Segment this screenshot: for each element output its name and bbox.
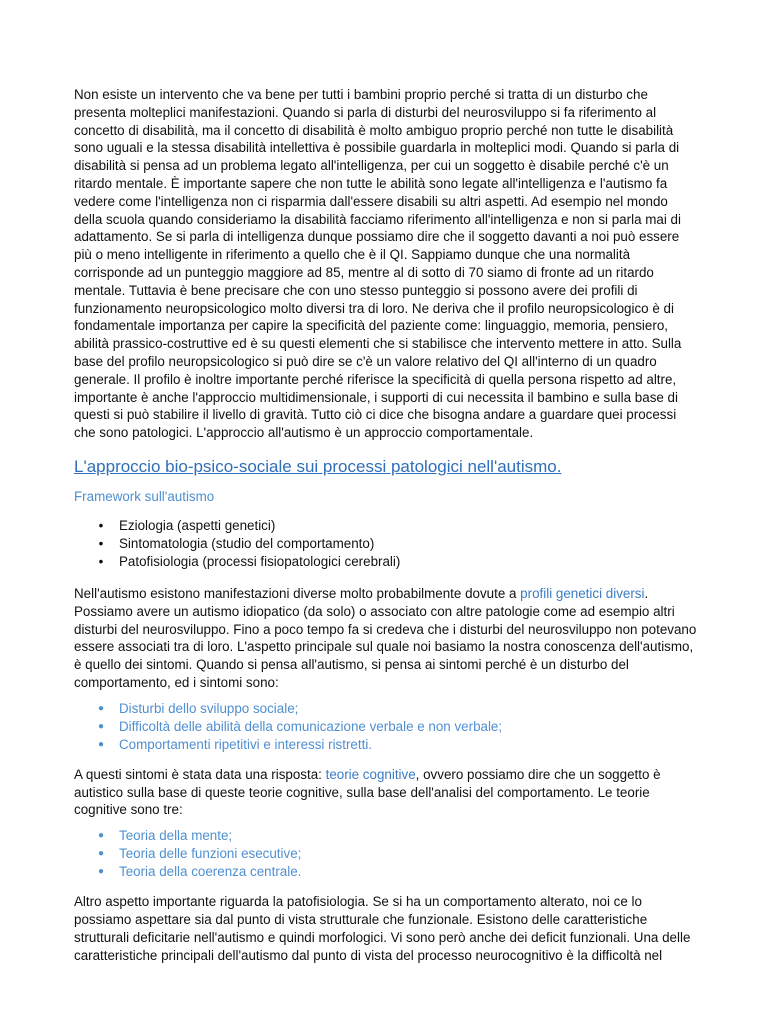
bullet-icon: ● <box>97 866 105 878</box>
paragraph-text: , ovvero possiamo dire che un soggetto è autistico sulla base di queste teorie cognitive, sulla base dell'analisi del comportamento. Le teorie cognitive sono tre: <box>74 766 661 818</box>
highlighted-term: teorie cognitive <box>325 766 416 782</box>
intro-paragraph: Non esiste un intervento che va bene per tutti i bambini proprio perché si tratta di un disturbo che presenta molteplici manifestazioni. Quando si parla di disturbi del neurosviluppo si fa riferimento al concetto di disabilità, ma il concetto di disabilità è molto ambiguo proprio perché non tutte le disabilità sono uguali e la stessa disabilità intellettiva è possibile guardarla in molteplici modi. Quando si parla di disabilità si pensa ad un problema legato all'intelligenza, per cui un soggetto è disabile perché c'è un ritardo mentale. È importante sapere che non tutte le abilità sono legate all'intelligenza e l'autismo fa vedere come l'intelligenza non ci risparmia dall'essere disabili su altri aspetti. Ad esempio nel mondo della scuola quando consideriamo la disabilità facciamo riferimento all'intelligenza e non si parla mai di adattamento. Se si parla di intelligenza dunque possiamo dire che il soggetto davanti a noi può essere più o meno intelligente in riferimento a quello che è il QI. Sappiamo dunque che una normalità corrisponde ad un punteggio maggiore ad 85, mentre al di sotto di 70 siamo di fronte ad un ritardo mentale. Tuttavia è bene precisare che con uno stesso punteggio si possono avere dei profili di funzionamento neuropsicologico molto diversi tra di loro. Ne deriva che il profilo neuropsicologico è di fondamentale importanza per capire la specificità del paziente come: linguaggio, memoria, pensiero, abilità prassico-costruttive ed è su questi elementi che si stabilisce che intervento mettere in atto. Sulla base del profilo neuropsicologico si può dire se c'è un valore relativo del QI all'interno di un quadro generale. Il profilo è inoltre importante perché riferisce la specificità di quella persona rispetto ad altre, importante è anche l'approccio multidimensionale, i supporti di cui necessita il bambino e sulla base di questi si può stabilire il livello di gravità. Tutto ciò ci dice che bisogna andare a guardare quei processi che sono patologici. L'approccio all'autismo è un approccio comportamentale. <box>74 87 682 441</box>
list-item <box>74 827 698 845</box>
list-item <box>74 863 698 881</box>
bullet-icon: • <box>98 535 104 551</box>
paragraph-text: . Possiamo avere un autismo idiopatico (da solo) o associato con altre patologie come ad esempio altri disturbi del neurosviluppo. Fino a poco tempo fa si credeva che i disturbi del neurosviluppo non potevano essere associati tra di loro. L'aspetto principale sul quale noi basiamo la nostra conoscenza dell'autismo, è quello dei sintomi. Quando si pensa all'autismo, si pensa ai sintomi perché è un disturbo del comportamento, ed i sintomi sono: <box>74 585 697 690</box>
list-item <box>74 517 698 535</box>
highlighted-term: profili genetici diversi <box>520 585 645 601</box>
theories-paragraph <box>74 766 698 819</box>
list-item-text: Eziologia (aspetti genetici) <box>119 517 276 533</box>
list-item-text: Comportamenti ripetitivi e interessi ristretti. <box>119 736 373 752</box>
list-item-text: Teoria della mente; <box>119 828 233 844</box>
paragraph-text: A questi sintomi è stata data una risposta: <box>74 766 326 782</box>
pathophysiology-paragraph: Altro aspetto importante riguarda la patofisiologia. Se si ha un comportamento alterato, noi ce lo possiamo aspettare sia dal punto di vista strutturale che funzionale. Esistono delle caratteristiche strutturali deficitarie nell'autismo e quindi morfologici. Vi sono però anche dei deficit funzionali. Una delle caratteristiche principali dell'autismo dal punto di vista del processo neurocognitivo è la difficoltà nel <box>74 894 691 963</box>
bullet-icon: ● <box>97 738 105 750</box>
bullet-icon: ● <box>97 702 105 714</box>
list-item-text: Disturbi dello sviluppo sociale; <box>119 700 299 716</box>
list-item <box>74 845 698 863</box>
framework-subheading: Framework sull'autismo <box>74 488 215 504</box>
section-heading[interactable]: L'approccio bio-psico-sociale sui processi patologici nell'autismo. <box>74 456 562 476</box>
bullet-icon: • <box>98 553 104 569</box>
list-item <box>74 736 698 754</box>
list-item <box>74 700 698 718</box>
list-item <box>74 553 698 571</box>
framework-list <box>74 517 698 571</box>
list-item-text: Teoria della coerenza centrale. <box>119 864 302 880</box>
symptoms-list <box>74 700 698 754</box>
paragraph-text: Nell'autismo esistono manifestazioni diverse molto probabilmente dovute a <box>74 585 521 601</box>
list-item-text: Patofisiologia (processi fisiopatologici cerebrali) <box>119 553 401 569</box>
bullet-icon: ● <box>97 848 105 860</box>
list-item <box>74 718 698 736</box>
bullet-icon: ● <box>97 830 105 842</box>
bullet-icon: • <box>98 517 104 533</box>
list-item-text: Difficoltà delle abilità della comunicazione verbale e non verbale; <box>119 718 503 734</box>
theories-list <box>74 827 698 881</box>
bullet-icon: ● <box>97 720 105 732</box>
genetics-paragraph <box>74 585 698 692</box>
list-item-text: Teoria delle funzioni esecutive; <box>119 846 302 862</box>
list-item-text: Sintomatologia (studio del comportamento) <box>119 535 375 551</box>
list-item <box>74 535 698 553</box>
